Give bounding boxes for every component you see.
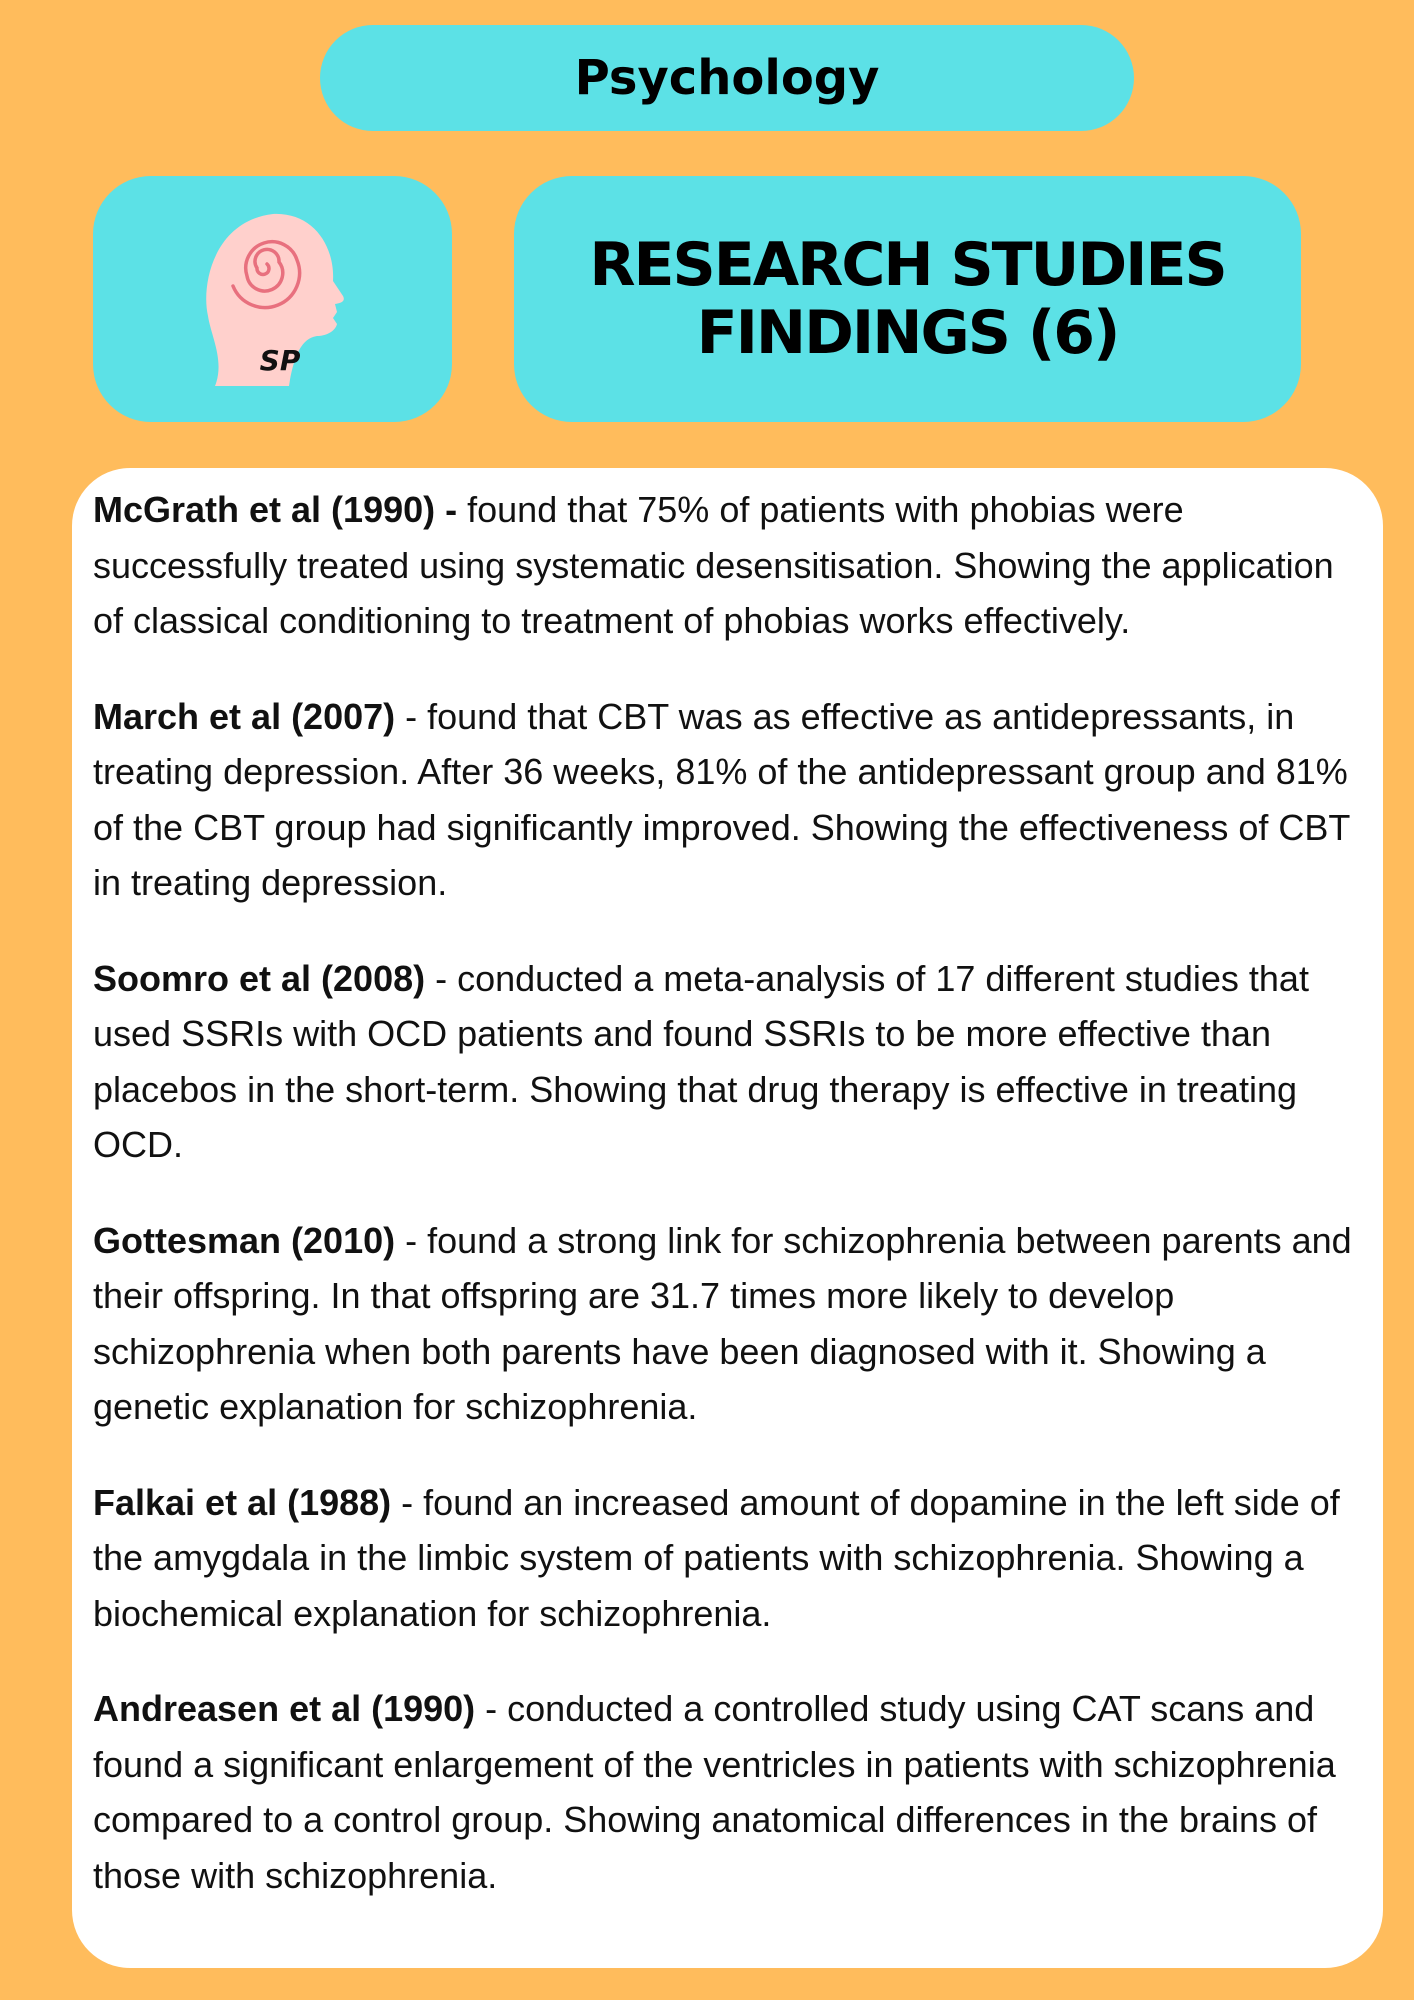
finding-author: March et al (2007) [93, 695, 396, 737]
finding-text: - found that CBT was as effective as antidepressants, in treating depression. After 36 weeks, 81% of the antidepressant group and 81% of the CBT group had significantly improved. Showing the effectiveness of CBT in treating depression. [93, 695, 1350, 903]
finding-author: McGrath et al (1990) - [93, 489, 458, 530]
finding-author: Andreasen et al (1990) [93, 1688, 476, 1729]
finding-author: Gottesman (2010) [93, 1219, 396, 1261]
finding-text: - conducted a controlled study using CAT scans and found a significant enlargement of the ventricles in patients with schizophrenia compared to a control group. Showing anatomical differences in the brains of those with schizophrenia. [93, 1688, 1336, 1896]
finding-item [93, 689, 1363, 911]
finding-item [93, 951, 1363, 1173]
finding-item [93, 1213, 1363, 1435]
finding-author: Soomro et al (2008) [93, 957, 426, 999]
finding-text: - conducted a meta-analysis of 17 different studies that used SSRIs with OCD patients and found SSRIs to be more effective than placebos in the short-term. Showing that drug therapy is effective in treating OCD. [93, 957, 1309, 1165]
finding-item [93, 482, 1363, 649]
finding-text: found that 75% of patients with phobias were successfully treated using systematic desensitisation. Showing the application of classical conditioning to treatment of phobias works effectively. [93, 489, 1334, 641]
finding-item [93, 1681, 1363, 1903]
finding-author: Falkai et al (1988) [93, 1481, 392, 1523]
findings-panel [72, 468, 1383, 1968]
finding-text: - found an increased amount of dopamine in the left side of the amygdala in the limbic system of patients with schizophrenia. Showing a biochemical explanation for schizophrenia. [93, 1481, 1340, 1634]
subject-label: Psychology [574, 50, 880, 106]
subject-header [320, 25, 1134, 131]
title-line-1: RESEARCH STUDIES [589, 230, 1226, 300]
logo-panel [93, 176, 452, 422]
finding-item [93, 1475, 1363, 1642]
title-panel [514, 176, 1301, 422]
head-spiral-icon [93, 176, 452, 422]
logo-initials: SP [259, 344, 301, 377]
finding-text: - found a strong link for schizophrenia between parents and their offspring. In that offspring are 31.7 times more likely to develop schizophrenia when both parents have been diagnosed with it. Showing a genetic explanation for schizophrenia. [93, 1219, 1352, 1427]
title-line-2: FINDINGS (6) [696, 298, 1119, 368]
